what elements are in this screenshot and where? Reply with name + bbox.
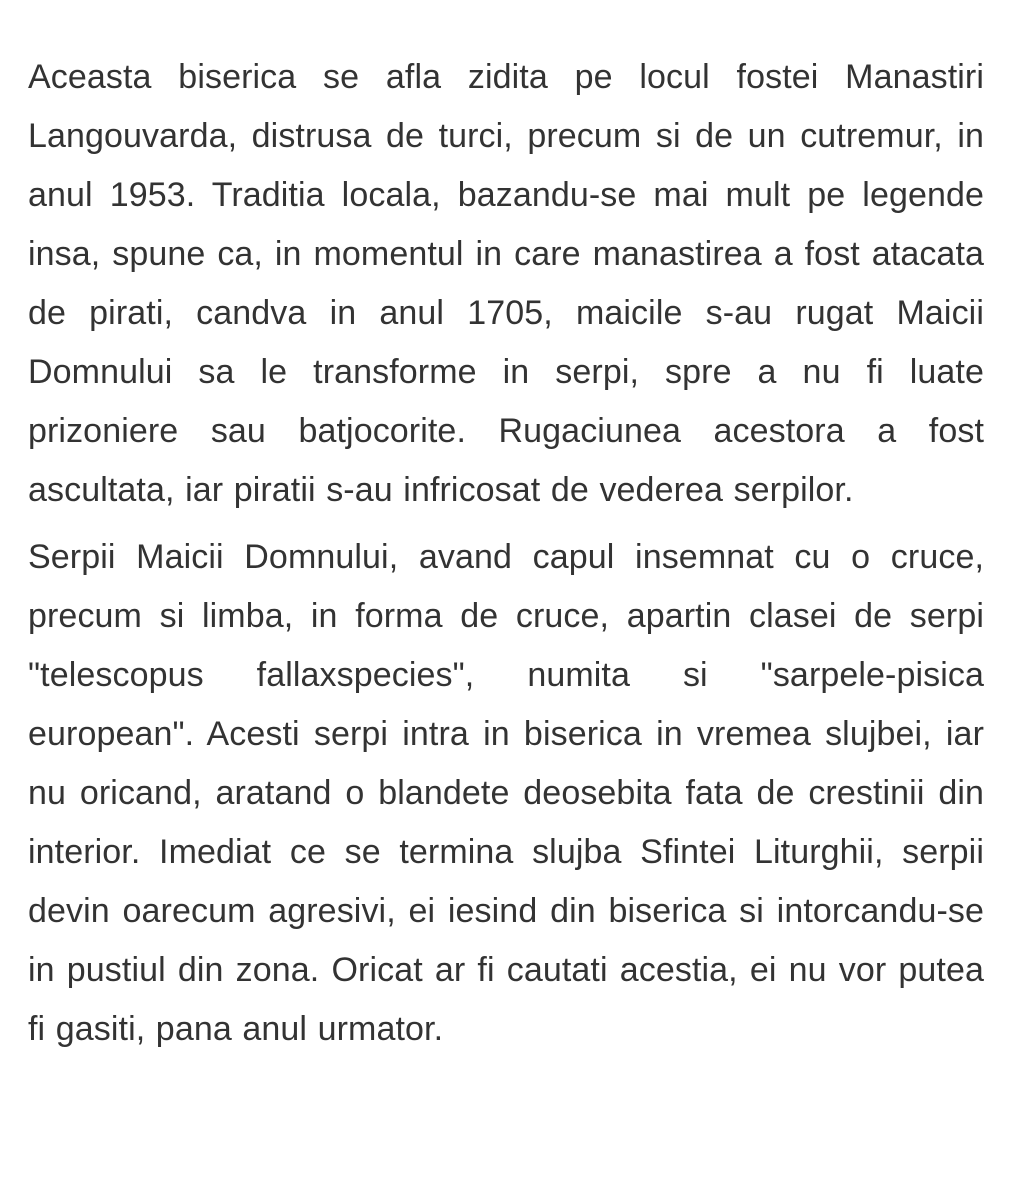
article-paragraph-1: Aceasta biserica se afla zidita pe locul fostei Manastiri Langouvarda, distrusa de turci, precum si de un cutremur, in anul 1953. Traditia locala, bazandu-se mai mult pe legende insa, spune ca, in momentul in care manastirea a fost atacata de pirati, candva in anul 1705, maicile s-au rugat Maicii Domnului sa le transforme in serpi, spre a nu fi luate prizoniere sau batjocorite. Rugaciunea acestora a fost ascultata, iar piratii s-au infricosat de vederea serpilor. — [28, 58, 984, 509]
article-paragraph-2: Serpii Maicii Domnului, avand capul insemnat cu o cruce, precum si limba, in forma de cruce, apartin clasei de serpi "telescopus fallaxspecies", numita si "sarpele-pisica european". Acesti serpi intra in biserica in vremea slujbei, iar nu oricand, aratand o blandete deosebita fata de crestinii din interior. Imediat ce se termina slujba Sfintei Liturghii, serpii devin oarecum agresivi, ei iesind din biserica si intorcandu-se in pustiul din zona. Oricat ar fi cautati acestia, ei nu vor putea fi gasiti, pana anul urmator. — [28, 538, 984, 1048]
